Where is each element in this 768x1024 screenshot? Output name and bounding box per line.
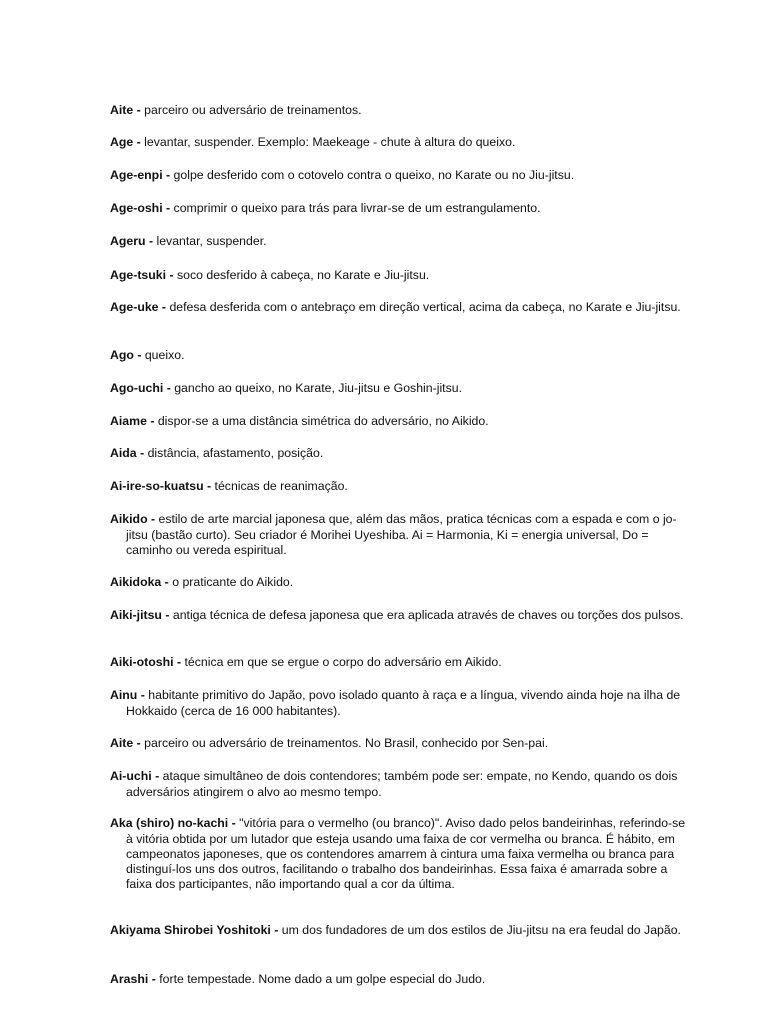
entry-term: Akiyama Shirobei Yoshitoki - — [110, 923, 279, 938]
entry-term: Ai-uchi - — [110, 769, 160, 784]
entry-definition: soco desferido à cabeça, no Karate e Jiu-jitsu. — [176, 268, 430, 283]
entry-term: Ageru - — [110, 234, 154, 249]
glossary-entry — [110, 923, 686, 938]
entry-term: Ago - — [110, 348, 142, 363]
entry-definition: golpe desferido com o cotovelo contra o queixo, no Karate ou no Jiu-jitsu. — [173, 168, 575, 183]
entry-definition: comprimir o queixo para trás para livrar-se de um estrangulamento. — [173, 201, 541, 216]
entry-definition: técnica em que se ergue o corpo do adversário em Aikido. — [184, 655, 502, 670]
entry-term: Aida - — [110, 446, 145, 461]
entry-term: Age - — [110, 135, 141, 150]
entry-term: Aite - — [110, 736, 141, 751]
entry-term: Ai-ire-so-kuatsu - — [110, 479, 212, 494]
glossary-entry — [110, 300, 686, 315]
glossary-entry — [110, 234, 686, 249]
entry-definition: estilo de arte marcial japonesa que, além das mãos, pratica técnicas com a espada e com o jo-jitsu (bastão curto). Seu criador é Morihei Uyeshiba. Ai = Harmonia, Ki = energia universal, Do = caminho ou vereda espiritual. — [126, 512, 677, 557]
glossary-entry — [110, 688, 686, 718]
entry-definition: distância, afastamento, posição. — [147, 446, 324, 461]
glossary-entry — [110, 103, 686, 118]
entry-definition: ataque simultâneo de dois contendores; também pode ser: empate, no Kendo, quando os dois adversários atingirem o alvo ao mesmo tempo. — [126, 769, 678, 799]
glossary-entry — [110, 575, 686, 590]
glossary-entry — [110, 655, 686, 670]
glossary-entry — [110, 972, 686, 987]
entry-definition: técnicas de reanimação. — [214, 479, 348, 494]
entry-term: Age-uke - — [110, 300, 167, 315]
entry-term: Aiame - — [110, 414, 155, 429]
glossary-entry — [110, 446, 686, 461]
entry-term: Aiki-otoshi - — [110, 655, 182, 670]
entry-definition: "vitória para o vermelho (ou branco)". Aviso dado pelos bandeirinhas, referindo-se à vitória obtida por um lutador que esteja usando uma faixa de cor vermelha ou branca. É hábito, em campeonatos japoneses, que os contendores amarrem à cintura uma faixa vermelha ou branca para distinguí-los uns dos outros, facilitando o trabalho dos bandeirinhas. Essa faixa é amarrada sobre a faixa dos participantes, não importando qual a cor da última. — [126, 816, 686, 892]
entry-term: Arashi - — [110, 972, 156, 987]
entry-definition: parceiro ou adversário de treinamentos. — [144, 103, 362, 118]
glossary-entry — [110, 135, 686, 150]
glossary-entry — [110, 414, 686, 429]
entry-term: Aiki-jitsu - — [110, 608, 170, 623]
entry-term: Aite - — [110, 103, 141, 118]
glossary-entry — [110, 816, 686, 892]
entry-definition: antiga técnica de defesa japonesa que era aplicada através de chaves ou torções dos pulsos. — [172, 608, 684, 623]
entry-definition: o praticante do Aikido. — [172, 575, 294, 590]
glossary-entry — [110, 512, 686, 558]
glossary-entry — [110, 479, 686, 494]
entry-definition: habitante primitivo do Japão, povo isolado quanto à raça e a língua, vivendo ainda hoje na ilha de Hokkaido (cerca de 16 000 habitantes). — [126, 688, 681, 718]
entry-definition: levantar, suspender. Exemplo: Maekeage - chute à altura do queixo. — [144, 135, 516, 150]
entry-term: Aikido - — [110, 512, 156, 527]
entry-definition: levantar, suspender. — [156, 234, 267, 249]
entry-term: Aikidoka - — [110, 575, 169, 590]
glossary-entry — [110, 769, 686, 799]
entry-term: Age-enpi - — [110, 168, 171, 183]
entry-definition: queixo. — [144, 348, 185, 363]
glossary-entry — [110, 268, 686, 283]
entry-term: Age-tsuki - — [110, 268, 174, 283]
entry-definition: parceiro ou adversário de treinamentos. No Brasil, conhecido por Sen-pai. — [144, 736, 549, 751]
glossary-entry — [110, 608, 686, 623]
glossary-entry — [110, 736, 686, 751]
entry-term: Ago-uchi - — [110, 381, 171, 396]
glossary-entry — [110, 168, 686, 183]
entry-definition: defesa desferida com o antebraço em direção vertical, acima da cabeça, no Karate e Jiu-jitsu. — [169, 300, 681, 315]
entry-term: Age-oshi - — [110, 201, 171, 216]
glossary-entry — [110, 201, 686, 216]
entry-definition: um dos fundadores de um dos estilos de Jiu-jitsu na era feudal do Japão. — [281, 923, 681, 938]
entry-term: Aka (shiro) no-kachi - — [110, 816, 236, 831]
entry-definition: gancho ao queixo, no Karate, Jiu-jitsu e Goshin-jitsu. — [174, 381, 462, 396]
glossary-entry — [110, 348, 686, 363]
entry-term: Ainu - — [110, 688, 145, 703]
glossary-entry — [110, 381, 686, 396]
entry-definition: dispor-se a uma distância simétrica do adversário, no Aikido. — [157, 414, 489, 429]
entry-definition: forte tempestade. Nome dado a um golpe especial do Judo. — [159, 972, 486, 987]
